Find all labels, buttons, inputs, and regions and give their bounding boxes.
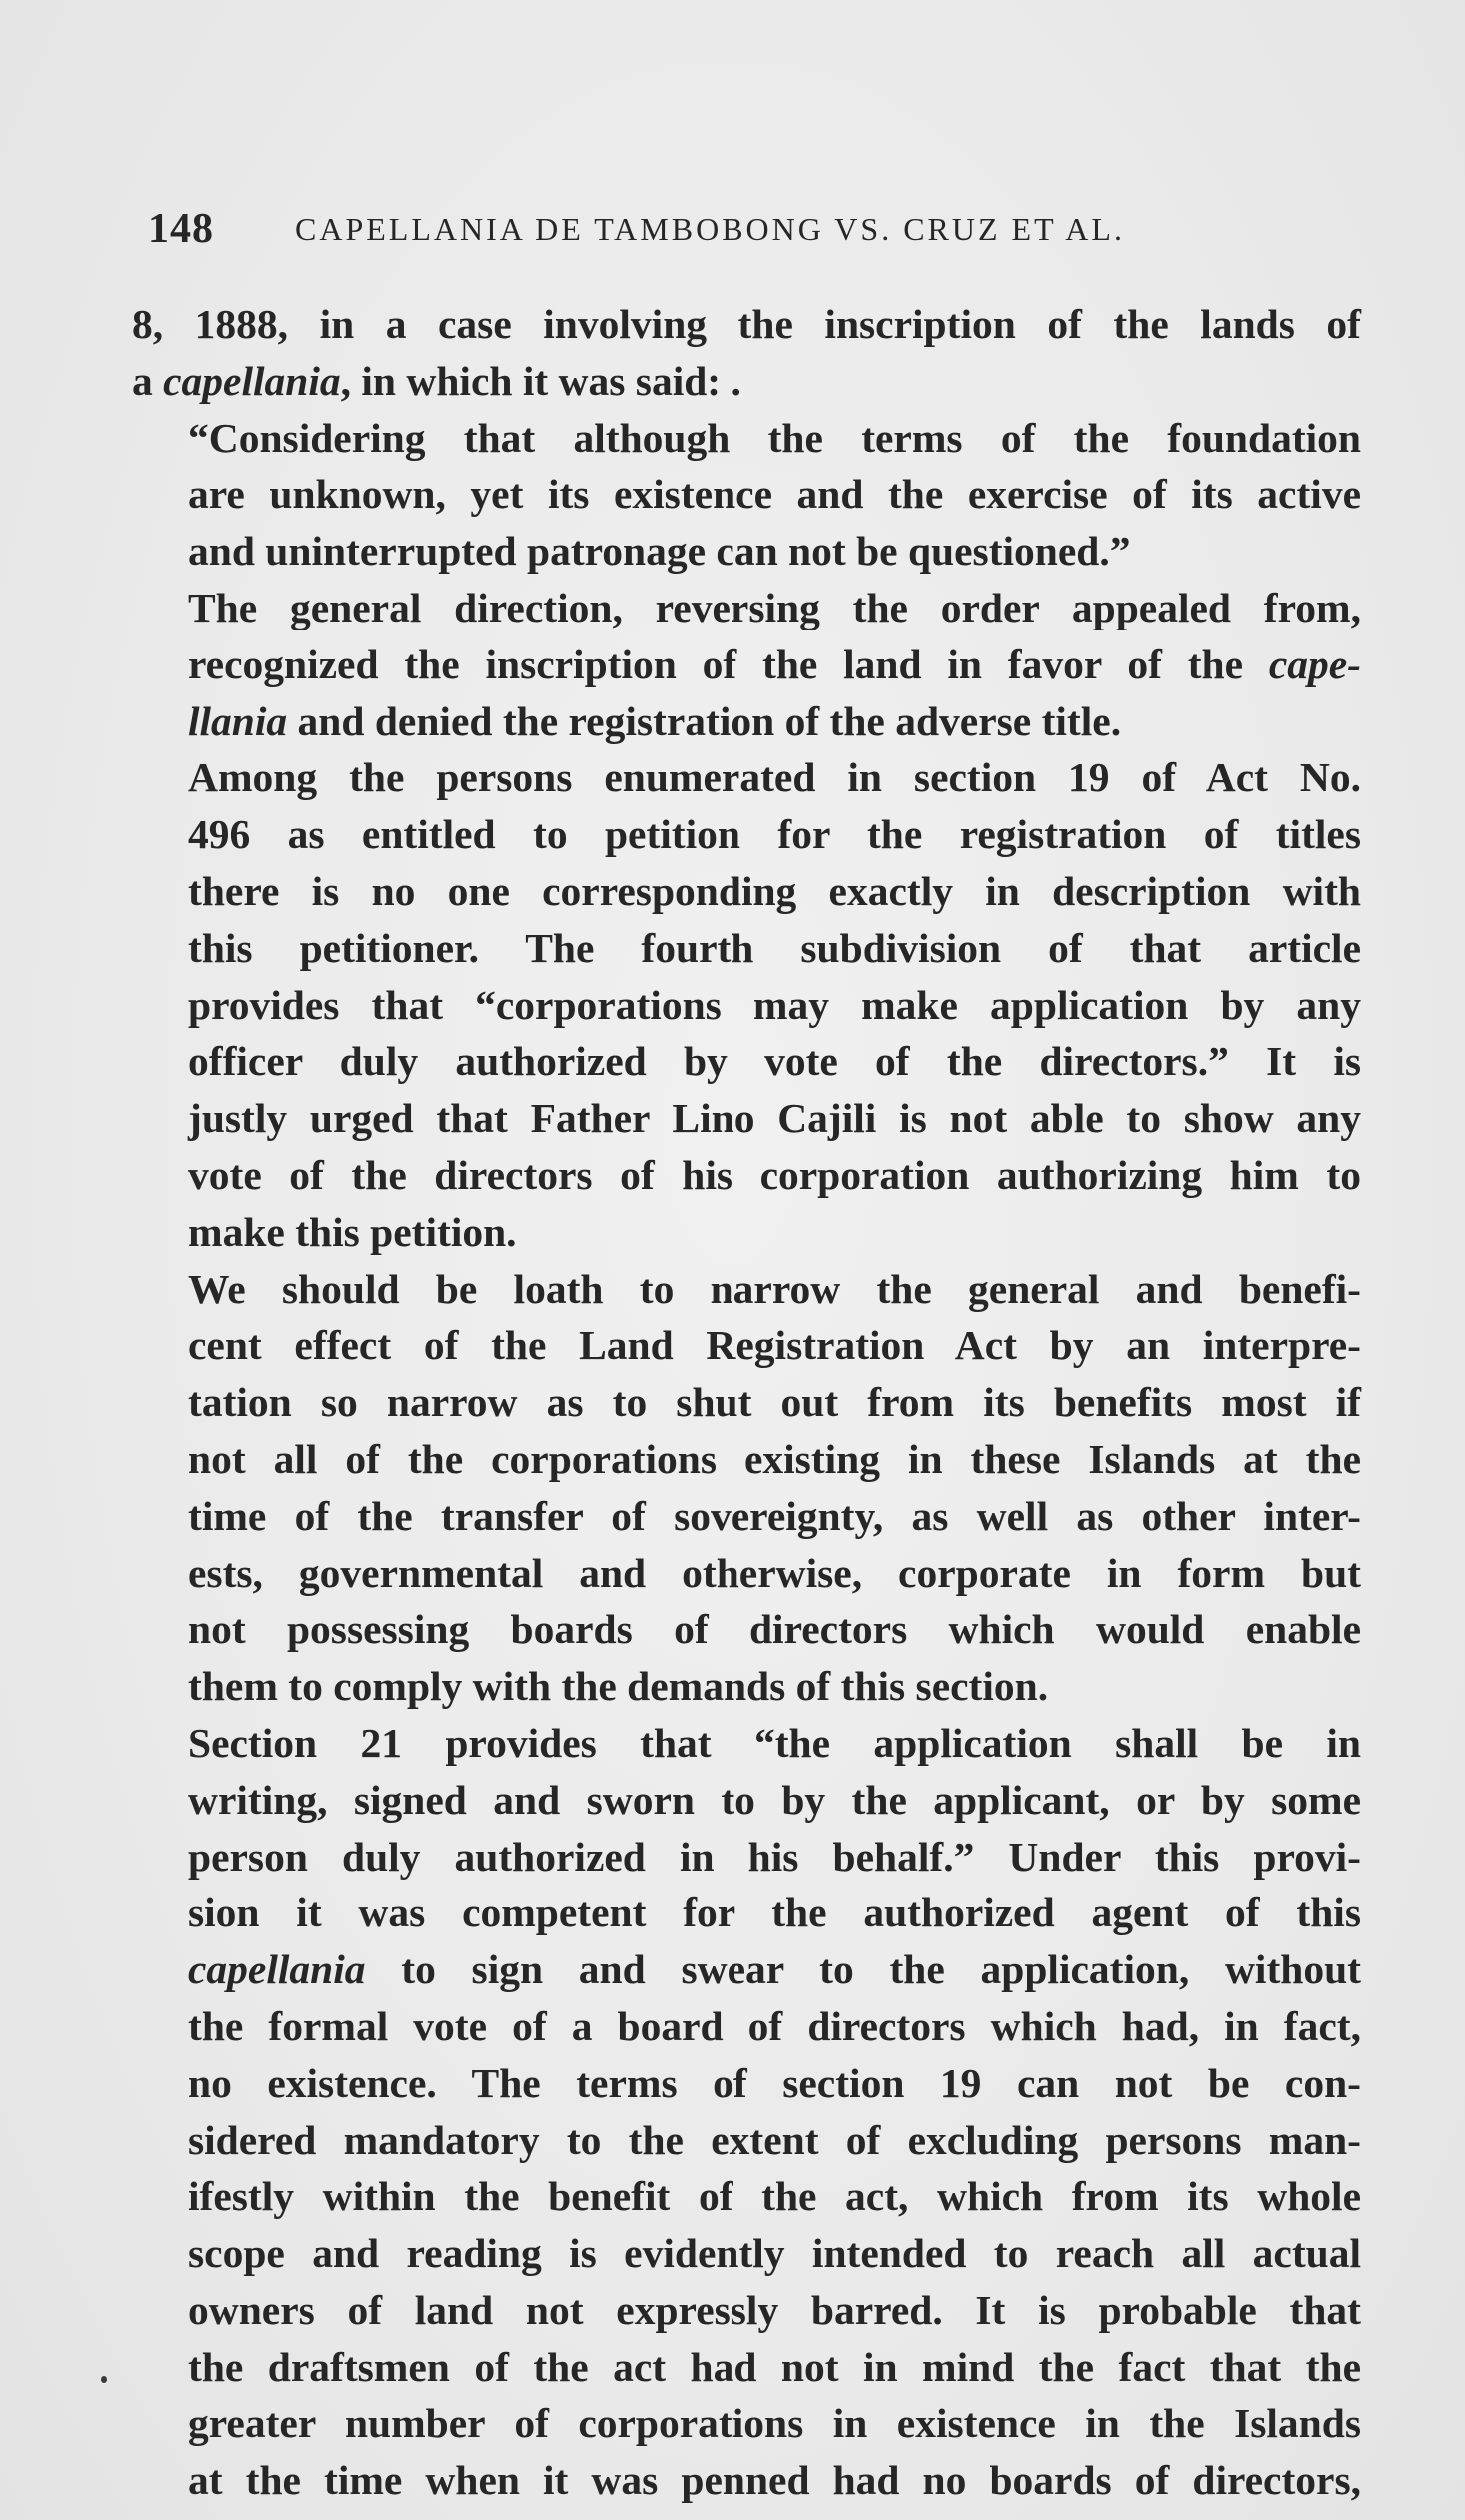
text-line: the formal vote of a board of directors which had, in fact, <box>188 2002 1361 2049</box>
page-number: 148 <box>148 206 214 252</box>
text-line: 496 as entitled to petition for the registration of titles <box>188 811 1361 858</box>
text-line: provides that “corporations may make application by any <box>188 981 1361 1028</box>
text-line: greater number of corporations in existence in the Islands <box>188 2400 1361 2447</box>
text-line: not all of the corporations existing in these Islands at the <box>188 1435 1361 1482</box>
text-line: this petitioner. The fourth subdivision of that article <box>188 924 1361 971</box>
text-line: sion it was competent for the authorized agent of this <box>188 1890 1361 1936</box>
text-line: Section 21 provides that “the application shall be in <box>188 1719 1361 1766</box>
text-line: scope and reading is evidently intended to reach all actual <box>188 2230 1361 2277</box>
body-text <box>132 296 1361 2509</box>
text-line: tation so narrow as to shut out from its benefits most if <box>188 1379 1361 1426</box>
text-line: capellania to sign and swear to the application, without <box>188 1946 1361 1993</box>
text-line: time of the transfer of sovereignty, as well as other inter- <box>188 1492 1361 1539</box>
text-line: the draftsmen of the act had not in mind the fact that the <box>188 2343 1361 2390</box>
text-line: ests, governmental and otherwise, corporate in form but <box>188 1549 1361 1596</box>
text-line: them to comply with the demands of this section. <box>188 1663 1049 1710</box>
text-line: no existence. The terms of section 19 can not be con- <box>188 2059 1361 2106</box>
text-line: at the time when it was penned had no boards of directors, <box>188 2457 1361 2504</box>
text-line: owners of land not expressly barred. It is probable that <box>188 2286 1361 2333</box>
page-header <box>148 205 1387 265</box>
text-line: Among the persons enumerated in section 19 of Act No. <box>188 754 1361 801</box>
text-line: there is no one corresponding exactly in description with <box>188 867 1361 914</box>
text-line: a capellania, in which it was said: . <box>132 357 741 404</box>
paragraph-interpretation <box>132 1261 1361 1715</box>
running-head: CAPELLANIA DE TAMBOBONG VS. CRUZ ET AL. <box>295 211 1125 247</box>
text-line: “Considering that although the terms of the foundation <box>188 414 1361 461</box>
text-line: We should be loath to narrow the general and benefi- <box>188 1265 1361 1312</box>
paragraph-section-21 <box>132 1715 1361 2509</box>
text-line: cent effect of the Land Registration Act by an interpre- <box>188 1322 1361 1369</box>
paragraph-continuation <box>132 296 1361 410</box>
text-line: are unknown, yet its existence and the exercise of its active <box>188 471 1361 518</box>
text-line: vote of the directors of his corporation authorizing him to <box>188 1151 1361 1198</box>
ink-speck <box>101 2376 107 2383</box>
text-line: and uninterrupted patronage can not be questioned.” <box>188 528 1131 575</box>
text-line: llania and denied the registration of the adverse title. <box>188 697 1122 744</box>
text-line: ifestly within the benefit of the act, which from its whole <box>188 2173 1361 2220</box>
text-line: 8, 1888, in a case involving the inscription of the lands of <box>132 301 1361 347</box>
text-line: officer duly authorized by vote of the directors.” It is <box>188 1038 1361 1085</box>
text-line: person duly authorized in his behalf.” Under this provi- <box>188 1833 1361 1880</box>
text-line: not possessing boards of directors which would enable <box>188 1606 1361 1653</box>
paragraph-quotation <box>132 410 1361 580</box>
text-line: justly urged that Father Lino Cajili is not able to show any <box>188 1095 1361 1142</box>
text-line: The general direction, reversing the order appealed from, <box>188 584 1361 630</box>
paragraph-section-19 <box>132 749 1361 1260</box>
text-line: recognized the inscription of the land in favor of the cape- <box>188 640 1361 687</box>
text-line: writing, signed and sworn to by the applicant, or by some <box>188 1776 1361 1823</box>
paragraph-general-direction <box>132 580 1361 749</box>
text-line: make this petition. <box>188 1208 517 1255</box>
text-line: sidered mandatory to the extent of excluding persons man- <box>188 2116 1361 2163</box>
